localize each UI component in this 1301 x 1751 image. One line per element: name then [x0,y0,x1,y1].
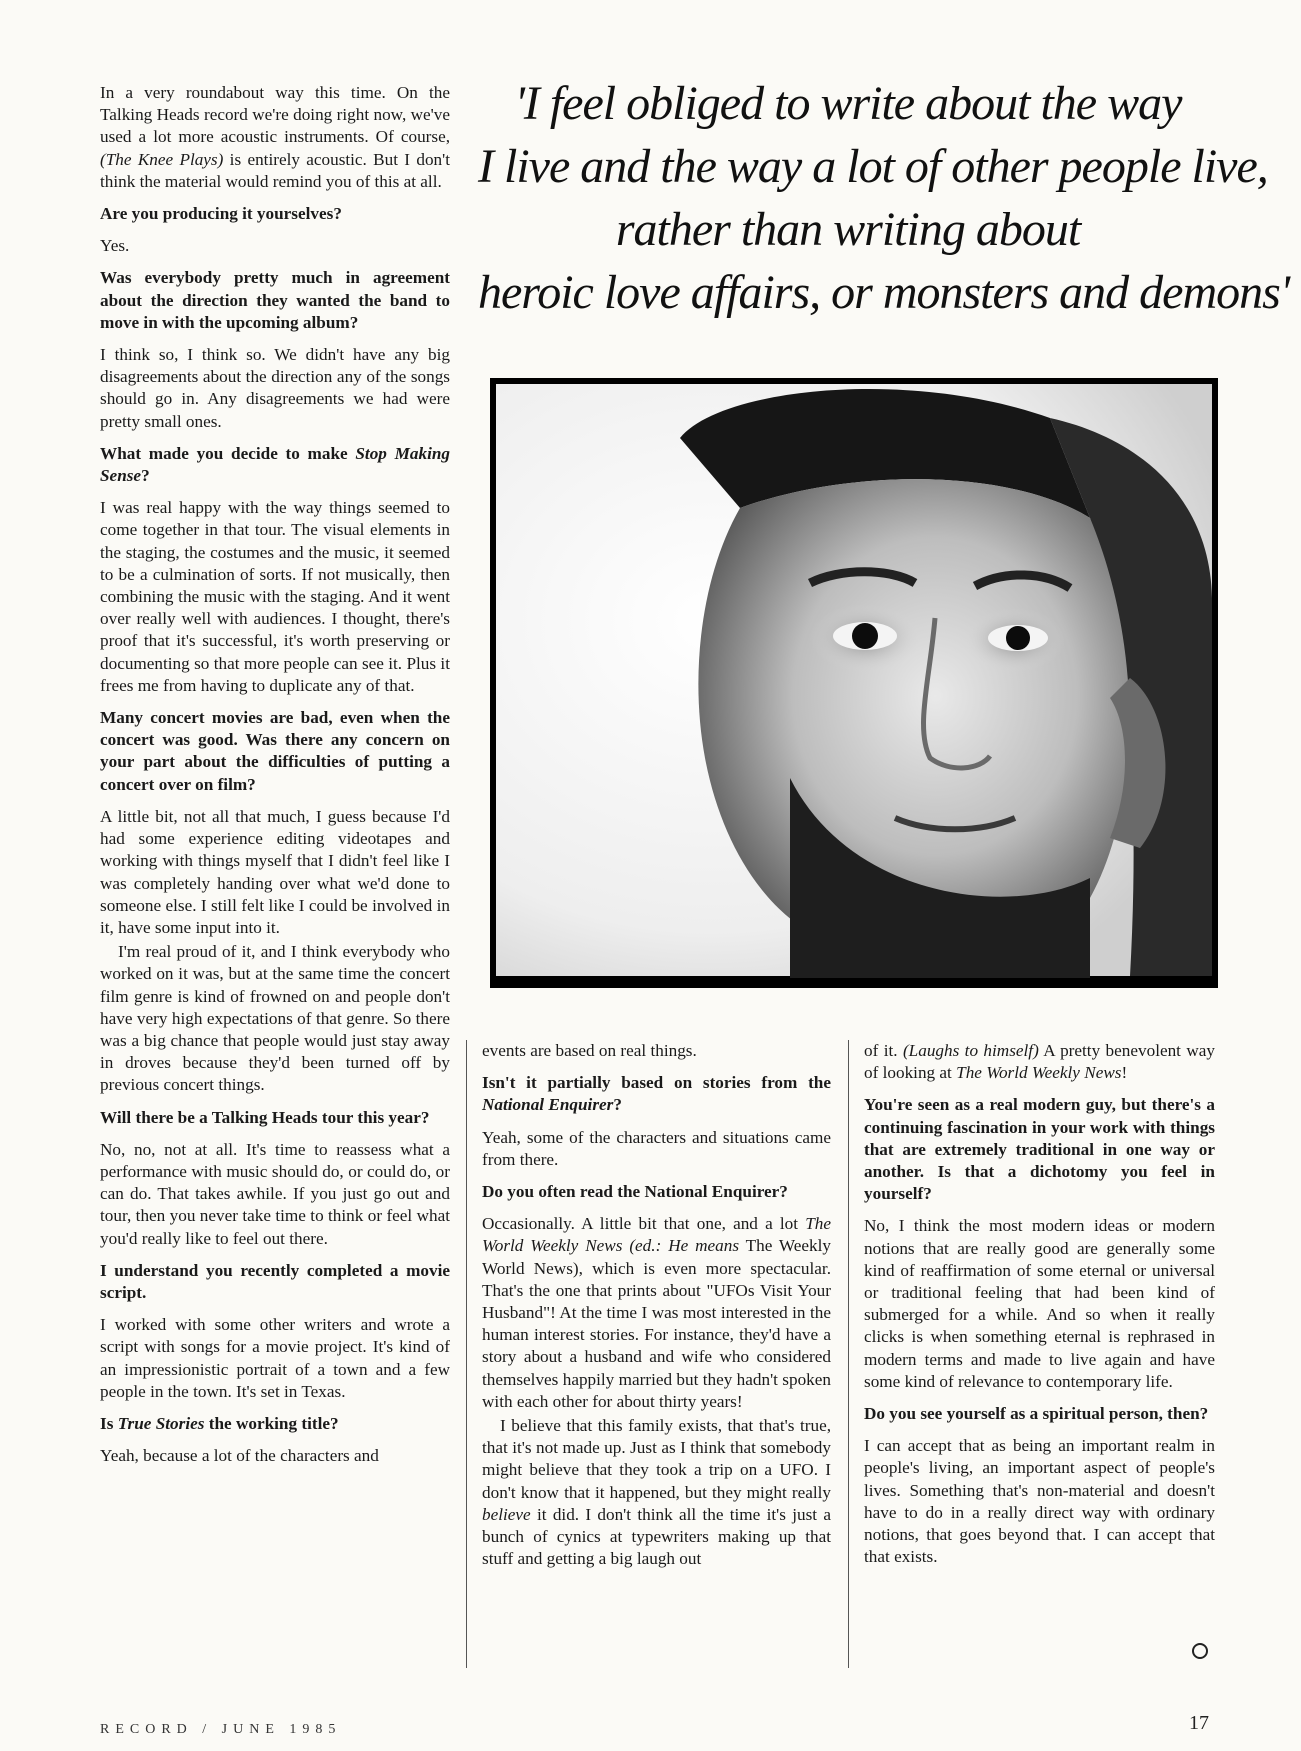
answer-paragraph: In a very roundabout way this time. On the Talking Heads record we're doing right now, we've used a lot more acoustic instruments. Of course, (The Knee Plays) is entirely acoustic. But I don't think the material would remind you of this at all. [100,83,450,191]
article-column-right [864,1040,1215,1578]
footer-issue-line: RECORD / JUNE 1985 [100,1722,342,1737]
answer-paragraph: I think so, I think so. We didn't have any big disagreements about the direction any of the songs should go in. Any disagreements we had were pretty small ones. [100,345,450,431]
pull-quote-line: heroic love affairs, or monsters and demons' [478,266,1290,319]
question: Was everybody pretty much in agreement about the direction they wanted the band to move in with the upcoming album? [100,268,450,332]
question: I understand you recently completed a movie script. [100,1260,450,1302]
end-mark-icon [1192,1643,1208,1659]
pull-quote-line: 'I feel obliged to write about the way [514,77,1182,130]
portrait-photo [490,378,1218,988]
question: Do you see yourself as a spiritual person, then? [864,1404,1209,1424]
answer-paragraph: A little bit, not all that much, I guess because I'd had some experience editing videotapes and working with things myself that I didn't feel like I was completely handing over what we'd done to someone else. I still felt like I could be involved in it, have some input into it. [100,806,450,937]
answer-paragraph: Yeah, because a lot of the characters and [100,1446,379,1466]
question: Isn't it partially based on stories from the National Enquirer? [482,1073,831,1115]
column-rule [848,1040,849,1668]
answer-paragraph: events are based on real things. [482,1041,697,1060]
answer-paragraph: No, I think the most modern ideas or modern notions that are really good are generally some kind of reaffirmation of some eternal or universal or traditional feeling that had been kind of submerged for a while. And so when it really clicks is when something eternal is rephrased in modern terms and made to live again and have some kind of relevance to contemporary life. [864,1216,1215,1391]
answer-paragraph: I believe that this family exists, that that's true, that it's not made up. Just as I think that somebody might believe that they took a trip on a UFO. I don't know that it happened, but they might really believe it did. I don't think all the time it's just a bunch of cynics at typewriters making up that stuff and getting a big laugh out [482,1416,831,1569]
article-column-left [100,82,450,1477]
answer-paragraph: Yes. [100,236,130,256]
question: What made you decide to make Stop Making Sense? [100,443,451,486]
page-number: 17 [1189,1712,1209,1734]
answer-paragraph: Occasionally. A little bit that one, and a lot The World Weekly News (ed.: He means The Weekly World News), which is even more spectacular. That's the one that prints about "UFOs Visit Your Husband"! At the time I was most interested in the human interest stories. For instance, they'd have a story about a husband and wife who considered themselves happily married but they hadn't spoken with each other for about thirty years! [482,1214,831,1411]
question: Many concert movies are bad, even when the concert was good. Was there any concern on your part about the difficulties of putting a concert over on film? [100,708,450,794]
article-column-middle [482,1040,831,1580]
answer-paragraph: I worked with some other writers and wrote a script with songs for a movie project. It's kind of an impressionistic portrait of a town and a few people in the town. It's set in Texas. [100,1315,450,1401]
pull-quote-line: I live and the way a lot of other people live, [478,140,1268,193]
answer-paragraph: No, no, not at all. It's time to reassess what a performance with music should do, or could do, or can do. That takes awhile. If you just go out and tour, then you never take time to think or feel what you'd really like to feel out there. [100,1139,450,1248]
answer-paragraph: I was real happy with the way things seemed to come together in that tour. The visual elements in the staging, the costumes and the music, it seemed to be a culmination of sorts. If not musically, then combining the music with the staging. And it went over really well with audiences. I thought, there's proof that it's successful, it's worth preserving or documenting so that more people can see it. Plus it frees me from having to duplicate any of that. [100,498,450,695]
question: You're seen as a real modern guy, but there's a continuing fascination in your work with things that are extremely traditional in one way or another. Is that a dichotomy you feel in yourself? [864,1095,1215,1204]
answer-paragraph: I can accept that as being an important realm in people's living, an important aspect of people's lives. Something that's non-material and doesn't have to do in a really direct way with ordinary notions, that goes beyond that. I can accept that that exists. [864,1436,1215,1567]
pull-quote-line: rather than writing about [615,203,1081,256]
question: Will there be a Talking Heads tour this year? [100,1107,430,1127]
portrait-illustration [490,378,1218,988]
column-rule [466,1040,467,1668]
question: Is True Stories the working title? [100,1413,339,1433]
answer-paragraph: Yeah, some of the characters and situations came from there. [482,1127,831,1169]
question: Are you producing it yourselves? [100,204,342,224]
pull-quote [478,72,1290,324]
answer-paragraph: of it. (Laughs to himself) A pretty benevolent way of looking at The World Weekly News! [864,1041,1215,1083]
question: Do you often read the National Enquirer? [482,1182,788,1202]
answer-paragraph: I'm real proud of it, and I think everybody who worked on it was, but at the same time the concert film genre is kind of frowned on and people don't have very high expectations of that genre. So there was a big chance that people would just stay away in droves because they'd been turned off by previous concert things. [100,942,450,1095]
